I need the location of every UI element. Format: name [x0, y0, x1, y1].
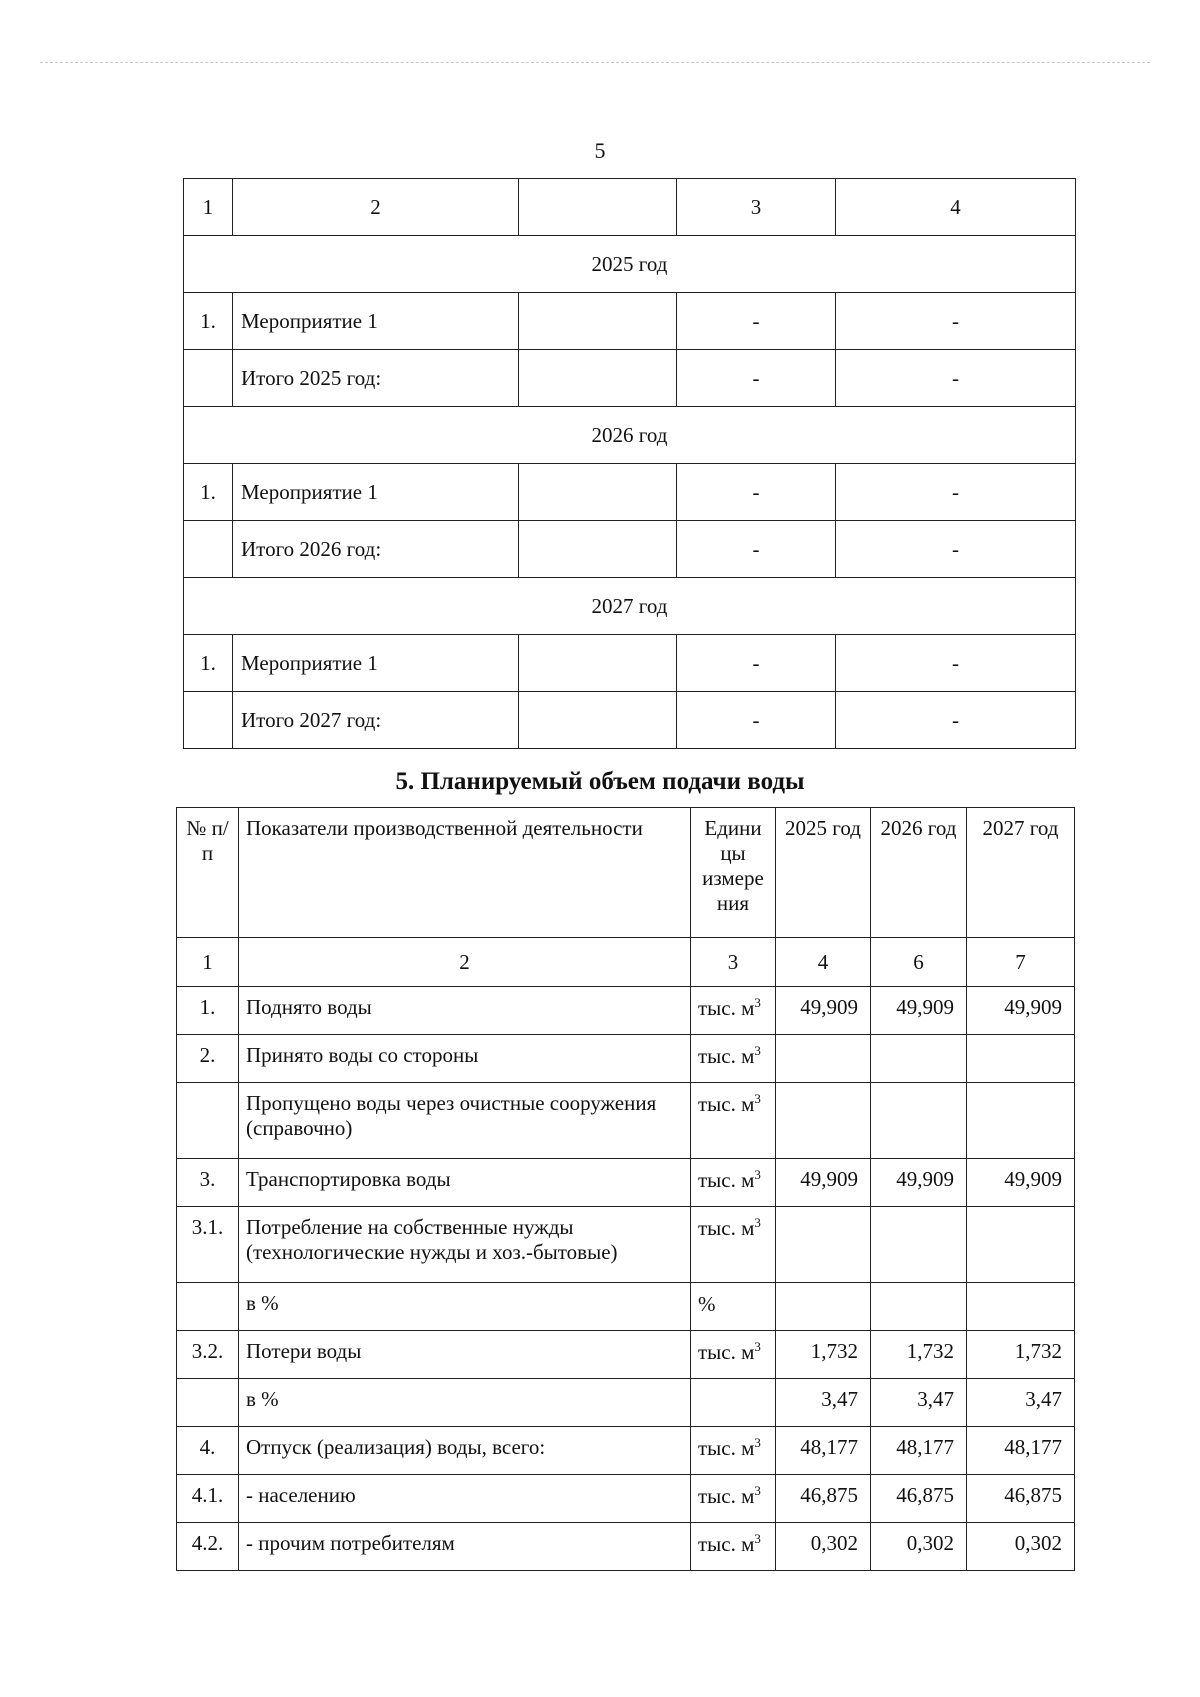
column-number: 4	[776, 938, 871, 987]
table-row	[177, 1283, 1075, 1331]
row-cell: -	[677, 464, 836, 521]
indicator-name: - населению	[239, 1475, 691, 1523]
unit-text: тыс. м	[698, 1532, 755, 1556]
value-2026: 1,732	[871, 1331, 967, 1379]
value-2026: 46,875	[871, 1475, 967, 1523]
page-number: 5	[594, 138, 606, 163]
row-number	[177, 1379, 239, 1427]
value-2027: 1,732	[967, 1331, 1075, 1379]
unit-text: тыс. м	[698, 1168, 755, 1192]
row-number: 4.1.	[177, 1475, 239, 1523]
row-number	[184, 521, 233, 578]
row-number: 3.	[177, 1159, 239, 1207]
row-cell: -	[836, 464, 1076, 521]
value-2027: 3,47	[967, 1379, 1075, 1427]
unit-cell	[691, 1331, 776, 1379]
unit-exponent: 3	[754, 1167, 761, 1182]
year-label: 2025 год	[184, 236, 1076, 293]
unit-text: тыс. м	[698, 1044, 755, 1068]
value-2026: 49,909	[871, 987, 967, 1035]
table-row	[177, 1159, 1075, 1207]
table-row	[177, 1523, 1075, 1571]
value-2027	[967, 1283, 1075, 1331]
unit-cell	[691, 1523, 776, 1571]
indicator-name: Транспортировка воды	[239, 1159, 691, 1207]
unit-exponent: 3	[754, 1435, 761, 1450]
indicator-name: Принято воды со стороны	[239, 1035, 691, 1083]
table-row	[184, 635, 1076, 692]
row-cell: -	[677, 350, 836, 407]
value-2025	[776, 1083, 871, 1159]
value-2026	[871, 1083, 967, 1159]
unit-cell	[691, 1035, 776, 1083]
value-2026: 48,177	[871, 1427, 967, 1475]
value-2025: 49,909	[776, 987, 871, 1035]
column-number: 2	[233, 179, 519, 236]
value-2027	[967, 1207, 1075, 1283]
row-name: Итого 2026 год:	[233, 521, 519, 578]
value-2027: 49,909	[967, 987, 1075, 1035]
unit-cell	[691, 1379, 776, 1427]
unit-exponent: 3	[754, 995, 761, 1010]
header-unit: Едини цы измере ния	[691, 808, 776, 938]
header-2026: 2026 год	[871, 808, 967, 938]
row-cell: -	[677, 692, 836, 749]
value-2025: 48,177	[776, 1427, 871, 1475]
year-label: 2026 год	[184, 407, 1076, 464]
value-2026: 0,302	[871, 1523, 967, 1571]
row-cell: -	[836, 350, 1076, 407]
table-row	[177, 1475, 1075, 1523]
row-number: 3.2.	[177, 1331, 239, 1379]
value-2026	[871, 1283, 967, 1331]
indicator-name: Поднято воды	[239, 987, 691, 1035]
unit-text: тыс. м	[698, 996, 755, 1020]
unit-exponent: 3	[754, 1339, 761, 1354]
value-2025	[776, 1283, 871, 1331]
row-cell	[519, 692, 677, 749]
row-cell	[519, 521, 677, 578]
value-2025: 3,47	[776, 1379, 871, 1427]
row-cell: -	[836, 521, 1076, 578]
value-2027: 46,875	[967, 1475, 1075, 1523]
column-number: 3	[691, 938, 776, 987]
unit-exponent: 3	[754, 1043, 761, 1058]
value-2027: 49,909	[967, 1159, 1075, 1207]
table-row	[177, 1207, 1075, 1283]
indicator-name: - прочим потребителям	[239, 1523, 691, 1571]
unit-text: тыс. м	[698, 1216, 755, 1240]
row-name: Мероприятие 1	[233, 293, 519, 350]
row-cell: -	[677, 293, 836, 350]
value-2026: 3,47	[871, 1379, 967, 1427]
unit-cell	[691, 1083, 776, 1159]
column-number-row	[177, 938, 1075, 987]
unit-text: тыс. м	[698, 1436, 755, 1460]
table-row	[184, 293, 1076, 350]
unit-cell	[691, 1207, 776, 1283]
year-row	[184, 407, 1076, 464]
indicator-name: в %	[239, 1283, 691, 1331]
header-name: Показатели производственной деятельности	[239, 808, 691, 938]
row-cell	[519, 350, 677, 407]
table-row	[184, 464, 1076, 521]
value-2027	[967, 1035, 1075, 1083]
row-cell: -	[836, 293, 1076, 350]
row-cell: -	[677, 635, 836, 692]
row-cell: -	[836, 635, 1076, 692]
indicator-name: Потери воды	[239, 1331, 691, 1379]
year-row	[184, 236, 1076, 293]
indicator-name: Потребление на собственные нужды (технологические нужды и хоз.-бытовые)	[239, 1207, 691, 1283]
value-2026	[871, 1035, 967, 1083]
row-cell: -	[677, 521, 836, 578]
header-2027: 2027 год	[967, 808, 1075, 938]
unit-exponent: 3	[754, 1091, 761, 1106]
water-supply-table	[176, 807, 1075, 1571]
row-number: 1.	[177, 987, 239, 1035]
unit-cell	[691, 1283, 776, 1331]
column-number: 6	[871, 938, 967, 987]
unit-cell	[691, 1427, 776, 1475]
column-number	[519, 179, 677, 236]
value-2027: 0,302	[967, 1523, 1075, 1571]
row-cell	[519, 635, 677, 692]
section-title: 5. Планируемый объем подачи воды	[395, 768, 805, 795]
table-row	[177, 1083, 1075, 1159]
row-number: 4.2.	[177, 1523, 239, 1571]
unit-exponent: 3	[754, 1483, 761, 1498]
row-number: 1.	[184, 293, 233, 350]
row-number	[184, 692, 233, 749]
indicator-name: Отпуск (реализация) воды, всего:	[239, 1427, 691, 1475]
activities-table	[183, 178, 1076, 749]
table-row	[184, 692, 1076, 749]
table-header-row	[184, 179, 1076, 236]
column-number: 4	[836, 179, 1076, 236]
table-row	[177, 1035, 1075, 1083]
row-number	[177, 1083, 239, 1159]
scan-artifact-line	[40, 62, 1150, 63]
value-2025	[776, 1207, 871, 1283]
row-cell: -	[836, 692, 1076, 749]
table-header-row	[177, 808, 1075, 938]
row-cell	[519, 293, 677, 350]
column-number: 1	[177, 938, 239, 987]
column-number: 3	[677, 179, 836, 236]
value-2025: 1,732	[776, 1331, 871, 1379]
table-row	[184, 350, 1076, 407]
row-number: 1.	[184, 464, 233, 521]
value-2027	[967, 1083, 1075, 1159]
row-number	[177, 1283, 239, 1331]
unit-text: тыс. м	[698, 1484, 755, 1508]
row-number: 1.	[184, 635, 233, 692]
header-2025: 2025 год	[776, 808, 871, 938]
unit-exponent: 3	[754, 1215, 761, 1230]
unit-text: тыс. м	[698, 1092, 755, 1116]
value-2026	[871, 1207, 967, 1283]
row-number	[184, 350, 233, 407]
table-row	[184, 521, 1076, 578]
row-name: Итого 2027 год:	[233, 692, 519, 749]
value-2027: 48,177	[967, 1427, 1075, 1475]
column-number: 7	[967, 938, 1075, 987]
unit-exponent: 3	[754, 1531, 761, 1546]
row-cell	[519, 464, 677, 521]
header-num: № п/п	[177, 808, 239, 938]
year-label: 2027 год	[184, 578, 1076, 635]
value-2025: 0,302	[776, 1523, 871, 1571]
unit-text: %	[698, 1292, 716, 1316]
table-row	[177, 1379, 1075, 1427]
row-number: 2.	[177, 1035, 239, 1083]
value-2025	[776, 1035, 871, 1083]
row-number: 4.	[177, 1427, 239, 1475]
table-row	[177, 1331, 1075, 1379]
column-number: 2	[239, 938, 691, 987]
unit-cell	[691, 987, 776, 1035]
value-2026: 49,909	[871, 1159, 967, 1207]
value-2025: 46,875	[776, 1475, 871, 1523]
unit-text: тыс. м	[698, 1340, 755, 1364]
value-2025: 49,909	[776, 1159, 871, 1207]
row-name: Мероприятие 1	[233, 464, 519, 521]
column-number: 1	[184, 179, 233, 236]
table-row	[177, 987, 1075, 1035]
indicator-name: в %	[239, 1379, 691, 1427]
unit-cell	[691, 1159, 776, 1207]
indicator-name: Пропущено воды через очистные сооружения (справочно)	[239, 1083, 691, 1159]
row-name: Итого 2025 год:	[233, 350, 519, 407]
row-number: 3.1.	[177, 1207, 239, 1283]
year-row	[184, 578, 1076, 635]
row-name: Мероприятие 1	[233, 635, 519, 692]
table-row	[177, 1427, 1075, 1475]
unit-cell	[691, 1475, 776, 1523]
